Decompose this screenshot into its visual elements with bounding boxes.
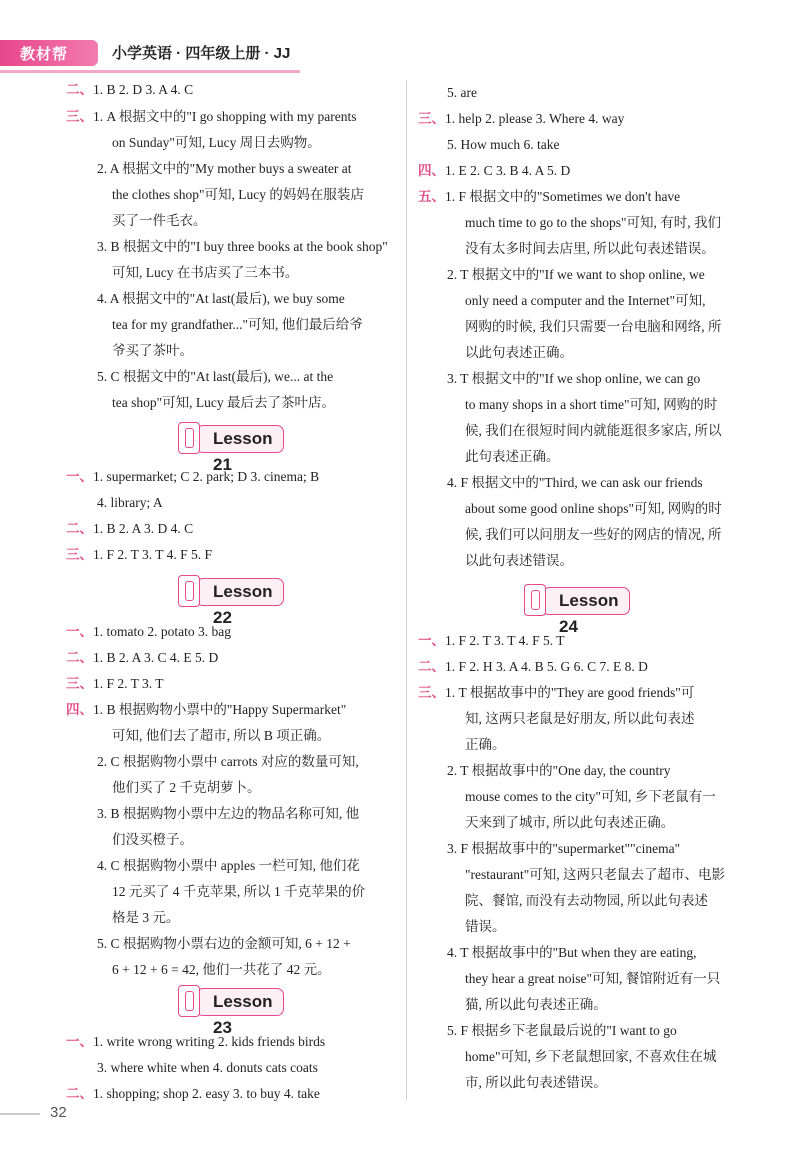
page-title: 小学英语 · 四年级上册 · JJ [112, 45, 291, 62]
answer-text: 1. write wrong writing 2. kids friends birds [93, 1034, 326, 1049]
answer-line [66, 519, 193, 539]
answer-text: 市, 所以此句表述错误。 [465, 1075, 607, 1090]
answer-line [465, 421, 722, 441]
answer-line [66, 700, 346, 720]
answer-line [66, 1032, 325, 1052]
answer-text: 候, 我们在很短时间内就能逛很多家店, 所以 [465, 423, 722, 438]
answer-line [97, 934, 351, 954]
answer-text: 12 元买了 4 千克苹果, 所以 1 千克苹果的价 [112, 884, 366, 899]
answer-line [465, 735, 506, 755]
lesson-heading-label: Lesson 21 [196, 425, 284, 453]
answer-text: 5. How much 6. take [447, 137, 560, 152]
answer-line [418, 109, 624, 129]
answer-line [465, 551, 573, 571]
section-number: 四、 [66, 702, 93, 717]
answer-line [465, 499, 722, 519]
answer-line [465, 787, 716, 807]
answer-text: 买了一件毛衣。 [112, 213, 207, 228]
section-number: 一、 [66, 624, 93, 639]
answer-line [112, 778, 261, 798]
answer-line [66, 467, 319, 487]
answer-text: 错误。 [465, 919, 506, 934]
answer-text: home"可知, 乡下老鼠想回家, 不喜欢住在城 [465, 1049, 717, 1064]
answer-line [447, 761, 670, 781]
page-number: 32 [50, 1104, 67, 1121]
answer-line [418, 187, 680, 207]
answer-line [447, 265, 705, 285]
answer-line [465, 395, 717, 415]
answer-line [112, 830, 193, 850]
answer-text: mouse comes to the city"可知, 乡下老鼠有一 [465, 789, 716, 804]
section-number: 二、 [66, 1086, 93, 1101]
answer-line [447, 369, 700, 389]
section-number: 三、 [66, 547, 93, 562]
answer-text: 1. B 2. A 3. C 4. E 5. D [93, 650, 219, 665]
answer-text: 以此句表述正确。 [465, 345, 573, 360]
section-number: 二、 [66, 650, 93, 665]
answer-line [465, 813, 674, 833]
answer-line [465, 447, 560, 467]
answer-line [112, 263, 298, 283]
answer-line [112, 908, 180, 928]
bookmark-icon [178, 422, 200, 454]
answer-line [112, 133, 321, 153]
answer-line [447, 135, 559, 155]
answer-text: 1. tomato 2. potato 3. bag [93, 624, 231, 639]
answer-text: 1. B 2. A 3. D 4. C [93, 521, 194, 536]
answer-text: 可知, 他们去了超市, 所以 B 项正确。 [112, 728, 331, 743]
answer-line [465, 317, 722, 337]
answer-text: 网购的时候, 我们只需要一台电脑和网络, 所 [465, 319, 722, 334]
answer-line [112, 185, 364, 205]
answer-text: 天来到了城市, 所以此句表述正确。 [465, 815, 675, 830]
answer-line [447, 83, 477, 103]
answer-line [465, 213, 721, 233]
section-number: 三、 [418, 111, 445, 126]
answer-text: 3. where white when 4. donuts cats coats [97, 1060, 318, 1075]
section-number: 一、 [66, 1034, 93, 1049]
answer-line [112, 726, 330, 746]
answer-line [66, 107, 357, 127]
answer-text: 1. help 2. please 3. Where 4. way [445, 111, 625, 126]
answer-line [112, 882, 365, 902]
answer-text: 6 + 12 + 6 = 42, 他们一共花了 42 元。 [112, 962, 331, 977]
answer-text: 1. E 2. C 3. B 4. A 5. D [445, 163, 571, 178]
section-number: 三、 [66, 676, 93, 691]
lesson-heading-label: Lesson 23 [196, 988, 284, 1016]
answer-text: only need a computer and the Internet"可知, [465, 293, 706, 308]
answer-text: 没有太多时间去店里, 所以此句表述错误。 [465, 241, 715, 256]
answer-line [66, 674, 164, 694]
answer-line [66, 1084, 320, 1104]
answer-line [465, 239, 715, 259]
answer-line [97, 493, 163, 513]
answer-line [418, 683, 694, 703]
answer-line [97, 752, 359, 772]
answer-text: 1. B 根据购物小票中的"Happy Supermarket" [93, 702, 347, 717]
section-number: 一、 [418, 633, 445, 648]
brand-badge-text: 教材帮 [20, 46, 69, 63]
answer-text: 1. supermarket; C 2. park; D 3. cinema; B [93, 469, 320, 484]
section-number: 二、 [66, 521, 93, 536]
answer-text: 1. F 2. T 3. T 4. F 5. F [93, 547, 213, 562]
answer-text: "restaurant"可知, 这两只老鼠去了超市、电影 [465, 867, 725, 882]
answer-line [112, 315, 363, 335]
answer-line [66, 622, 231, 642]
answer-text: 1. shopping; shop 2. easy 3. to buy 4. take [93, 1086, 320, 1101]
page-number-rule [0, 1113, 40, 1115]
answer-text: 2. C 根据购物小票中 carrots 对应的数量可知, [97, 754, 359, 769]
section-number: 一、 [66, 469, 93, 484]
answer-text: on Sunday"可知, Lucy 周日去购物。 [112, 135, 321, 150]
section-number: 二、 [418, 659, 445, 674]
section-number: 二、 [66, 82, 93, 97]
answer-line [66, 80, 193, 100]
answer-line [97, 367, 333, 387]
answer-text: they hear a great noise"可知, 餐馆附近有一只 [465, 971, 721, 986]
header-rule [0, 70, 300, 73]
answer-line [112, 960, 331, 980]
answer-text: 猫, 所以此句表述正确。 [465, 997, 607, 1012]
answer-text: 爷买了茶叶。 [112, 343, 193, 358]
answer-text: tea for my grandfather..."可知, 他们最后给爷 [112, 317, 363, 332]
brand-badge [0, 40, 98, 66]
answer-text: 候, 我们可以问朋友一些好的网店的情况, 所 [465, 527, 722, 542]
answer-text: 1. F 2. H 3. A 4. B 5. G 6. C 7. E 8. D [445, 659, 648, 674]
bookmark-icon [178, 985, 200, 1017]
answer-text: 3. F 根据故事中的"supermarket""cinema" [447, 841, 681, 856]
answer-text: 1. F 2. T 3. T [93, 676, 164, 691]
answer-text: 1. B 2. D 3. A 4. C [93, 82, 194, 97]
answer-line [418, 161, 570, 181]
answer-line [447, 1021, 677, 1041]
answer-line [97, 237, 388, 257]
answer-line [97, 856, 360, 876]
answer-text: 5. F 根据乡下老鼠最后说的"I want to go [447, 1023, 677, 1038]
answer-line [447, 839, 680, 859]
answer-text: 3. B 根据文中的"I buy three books at the book shop" [97, 239, 388, 254]
answer-text: 4. C 根据购物小票中 apples 一栏可知, 他们花 [97, 858, 360, 873]
answer-line [465, 709, 695, 729]
answer-text: 1. F 根据文中的"Sometimes we don't have [445, 189, 681, 204]
answer-text: tea shop"可知, Lucy 最后去了茶叶店。 [112, 395, 335, 410]
answer-text: 正确。 [465, 737, 506, 752]
answer-text: 1. T 根据故事中的"They are good friends"可 [445, 685, 695, 700]
answer-line [418, 657, 648, 677]
section-number: 三、 [66, 109, 93, 124]
answer-line [465, 865, 725, 885]
bookmark-icon [524, 584, 546, 616]
answer-text: 4. T 根据故事中的"But when they are eating, [447, 945, 697, 960]
section-number: 四、 [418, 163, 445, 178]
answer-line [447, 943, 696, 963]
answer-text: to many shops in a short time"可知, 网购的时 [465, 397, 718, 412]
answer-text: 院、餐馆, 而没有去动物园, 所以此句表述 [465, 893, 708, 908]
answer-text: 格是 3 元。 [112, 910, 180, 925]
answer-line [97, 159, 351, 179]
answer-line [418, 631, 565, 651]
column-divider [406, 80, 407, 1100]
answer-text: 5. are [447, 85, 477, 100]
answer-text: 5. C 根据文中的"At last(最后), we... at the [97, 369, 334, 384]
answer-text: 3. B 根据购物小票中左边的物品名称可知, 他 [97, 806, 360, 821]
answer-line [465, 969, 720, 989]
answer-line [66, 648, 218, 668]
answer-text: 5. C 根据购物小票右边的金额可知, 6 + 12 + [97, 936, 351, 951]
answer-line [97, 1058, 318, 1078]
answer-text: 4. A 根据文中的"At last(最后), we buy some [97, 291, 345, 306]
answer-line [112, 341, 193, 361]
answer-line [112, 393, 335, 413]
answer-line [97, 804, 359, 824]
answer-text: 4. F 根据文中的"Third, we can ask our friends [447, 475, 703, 490]
bookmark-icon [178, 575, 200, 607]
answer-text: much time to go to the shops"可知, 有时, 我们 [465, 215, 721, 230]
lesson-heading-label: Lesson 22 [196, 578, 284, 606]
answer-line [465, 1073, 607, 1093]
answer-line [465, 291, 706, 311]
answer-text: 1. F 2. T 3. T 4. F 5. T [445, 633, 565, 648]
answer-text: 3. T 根据文中的"If we shop online, we can go [447, 371, 701, 386]
answer-text: 知, 这两只老鼠是好朋友, 所以此句表述 [465, 711, 695, 726]
lesson-heading-label: Lesson 24 [542, 587, 630, 615]
answer-line [112, 211, 207, 231]
answer-text: 2. T 根据文中的"If we want to shop online, we [447, 267, 705, 282]
section-number: 五、 [418, 189, 445, 204]
answer-line [465, 343, 573, 363]
answer-text: 此句表述正确。 [465, 449, 560, 464]
answer-text: 4. library; A [97, 495, 163, 510]
answer-line [465, 891, 708, 911]
answer-text: 们没买橙子。 [112, 832, 193, 847]
answer-line [66, 545, 212, 565]
answer-text: 2. T 根据故事中的"One day, the country [447, 763, 671, 778]
answer-text: about some good online shops"可知, 网购的时 [465, 501, 722, 516]
answer-text: 1. A 根据文中的"I go shopping with my parents [93, 109, 357, 124]
answer-text: 可知, Lucy 在书店买了三本书。 [112, 265, 299, 280]
answer-line [447, 473, 703, 493]
section-number: 三、 [418, 685, 445, 700]
answer-text: the clothes shop"可知, Lucy 的妈妈在服装店 [112, 187, 364, 202]
answer-line [97, 289, 345, 309]
answer-text: 以此句表述错误。 [465, 553, 573, 568]
answer-line [465, 1047, 717, 1067]
answer-line [465, 525, 722, 545]
answer-line [465, 995, 607, 1015]
answer-line [465, 917, 506, 937]
answer-text: 他们买了 2 千克胡萝卜。 [112, 780, 261, 795]
answer-text: 2. A 根据文中的"My mother buys a sweater at [97, 161, 352, 176]
